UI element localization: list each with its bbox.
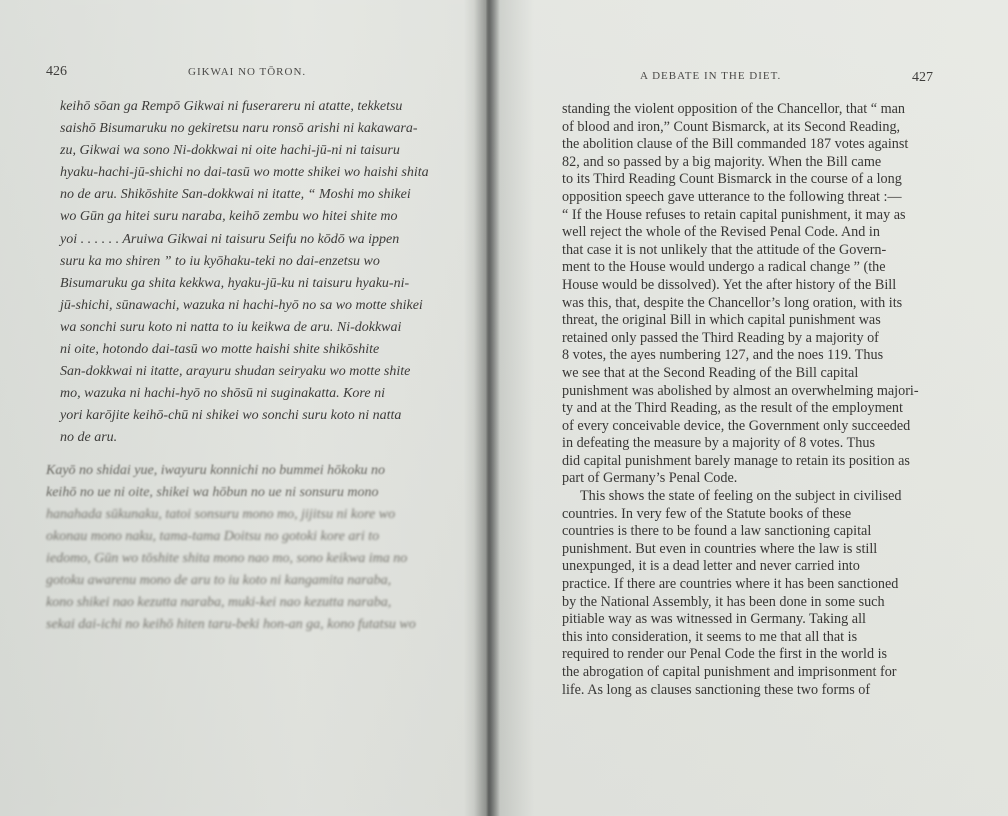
text-line: pitiable way as was witnessed in Germany. Taking all — [562, 611, 866, 628]
right-page — [488, 0, 1008, 816]
text-line: of blood and iron,” Count Bismarck, at its Second Reading, — [562, 118, 901, 135]
text-line: This shows the state of feeling on the subject in civilised — [580, 488, 902, 505]
text-line: hyaku-hachi-jū-shichi no dai-tasū wo motte shikei wo haishi shita — [60, 165, 429, 181]
right-page-number: 427 — [912, 70, 933, 85]
text-line: no de aru. Shikōshite San-dokkwai ni itatte, “ Moshi mo shikei — [60, 187, 411, 203]
text-line: the abolition clause of the Bill commanded 187 votes against — [562, 136, 909, 153]
text-line: to its Third Reading Count Bismarck in the course of a long — [562, 171, 902, 188]
text-line: ment to the House would undergo a radical change ” (the — [562, 259, 886, 276]
text-line: “ If the House refuses to retain capital punishment, it may as — [562, 206, 906, 223]
text-line: punishment. But even in countries where the law is still — [562, 540, 878, 557]
text-line: was this, that, despite the Chancellor’s long oration, with its — [562, 294, 903, 311]
text-line: saishō Bisumaruku no gekiretsu naru ronsō arishi ni kakawara- — [60, 121, 418, 137]
text-line: yoi . . . . . . Aruiwa Gikwai ni taisuru Seifu no kōdō wa ippen — [60, 231, 400, 247]
text-line: practice. If there are countries where it has been sanctioned — [562, 576, 899, 593]
text-line: hanahada sūkunaku, tatoi sonsuru mono mo, jijitsu ni kore wo — [46, 506, 396, 522]
text-line: we see that at the Second Reading of the Bill capital — [562, 364, 859, 381]
left-page-text — [46, 96, 448, 636]
text-line: iedomo, Gūn wo tōshite shita mono nao mo, sono keikwa ima no — [46, 550, 408, 566]
text-line: Kayō no shidai yue, iwayuru konnichi no bummei hōkoku no — [46, 462, 386, 478]
text-line: wo Gūn ga hitei suru naraba, keihō zembu wo hitei shite mo — [60, 209, 398, 225]
text-line: San-dokkwai ni itatte, arayuru shudan seiryaku wo motte shite — [60, 364, 411, 380]
text-line: unexpunged, it is a dead letter and never carried into — [562, 558, 860, 575]
text-line: kono shikei nao kezutta naraba, muki-kei nao kezutta naraba, — [46, 595, 392, 611]
text-line: the abrogation of capital punishment and imprisonment for — [562, 664, 897, 680]
text-line: in defeating the measure by a majority of 8 votes. Thus — [562, 435, 875, 452]
text-line: part of Germany’s Penal Code. — [562, 470, 738, 487]
text-line: keihō sōan ga Rempō Gikwai ni fuserareru ni atatte, tekketsu — [60, 99, 403, 114]
text-line: threat, the original Bill in which capital punishment was — [562, 312, 881, 329]
text-line: opposition speech gave utterance to the following threat :— — [562, 188, 902, 205]
left-page-number: 426 — [46, 64, 67, 79]
text-line: keihō no ue ni oite, shikei wa hōbun no ue ni sonsuru mono — [46, 484, 379, 500]
text-line: countries is there to be found a law sanctioning capital — [562, 523, 872, 540]
text-line: punishment was abolished by almost an overwhelming majori- — [562, 382, 919, 399]
text-line: yori karōjite keihō-chū ni shikei wo sonchi suru koto ni natta — [60, 408, 402, 424]
text-line: life. As long as clauses sanctioning these two forms of — [562, 681, 871, 698]
text-line: 82, and so passed by a big majority. When the Bill came — [562, 153, 882, 170]
text-line: well reject the whole of the Revised Penal Code. And in — [562, 224, 880, 241]
left-page — [0, 0, 486, 816]
text-line: House would be dissolved). Yet the after history of the Bill — [562, 276, 897, 293]
text-line: of every conceivable device, the Government only succeeded — [562, 417, 911, 434]
text-line: this into consideration, it seems to me that all that is — [562, 628, 858, 645]
text-line: suru ka mo shiren ” to iu kyōhaku-teki no dai-enzetsu wo — [60, 253, 380, 269]
text-line: that case it is not unlikely that the attitude of the Govern- — [562, 241, 887, 258]
text-line: countries. In very few of the Statute books of these — [562, 505, 852, 522]
text-line: 8 votes, the ayes numbering 127, and the noes 119. Thus — [562, 347, 884, 364]
text-line: gotoku awarenu mono de aru to iu koto ni kangamita naraba, — [46, 572, 392, 588]
text-line: required to render our Penal Code the first in the world is — [562, 646, 888, 663]
right-page-text — [562, 101, 954, 699]
text-line: ty and at the Third Reading, as the result of the employment — [562, 400, 903, 417]
right-running-head: A DEBATE IN THE DIET. — [640, 70, 782, 82]
text-line: zu, Gikwai wa sono Ni-dokkwai ni oite hachi-jū-ni ni taisuru — [60, 143, 400, 159]
text-line: jū-shichi, sūnawachi, wazuka ni hachi-hyō no sa wo motte shikei — [60, 297, 423, 313]
text-line: mo, wazuka ni hachi-hyō no shōsū ni suginakatta. Kore ni — [60, 386, 385, 402]
text-line: no de aru. — [60, 430, 118, 446]
text-line: standing the violent opposition of the Chancellor, that “ man — [562, 101, 906, 117]
text-line: wa sonchi suru koto ni natta to iu keikwa de aru. Ni-dokkwai — [60, 319, 402, 335]
text-line: sekai dai-ichi no keihō hiten taru-beki hon-an ga, kono futatsu wo — [46, 617, 416, 633]
paragraph-gap — [60, 450, 448, 460]
text-line: okonau mono naku, tama-tama Doitsu no gotoki kore ari to — [46, 528, 380, 544]
text-line: by the National Assembly, it has been done in some such — [562, 593, 885, 610]
left-running-head: GIKWAI NO TŌRON. — [188, 66, 307, 78]
text-line: retained only passed the Third Reading by a majority of — [562, 329, 879, 346]
text-line: did capital punishment barely manage to retain its position as — [562, 452, 910, 469]
text-line: Bisumaruku ga shita kekkwa, hyaku-jū-ku ni taisuru hyaku-ni- — [60, 275, 410, 291]
text-line: ni oite, hotondo dai-tasū wo motte haishi shite shikōshite — [60, 342, 380, 358]
